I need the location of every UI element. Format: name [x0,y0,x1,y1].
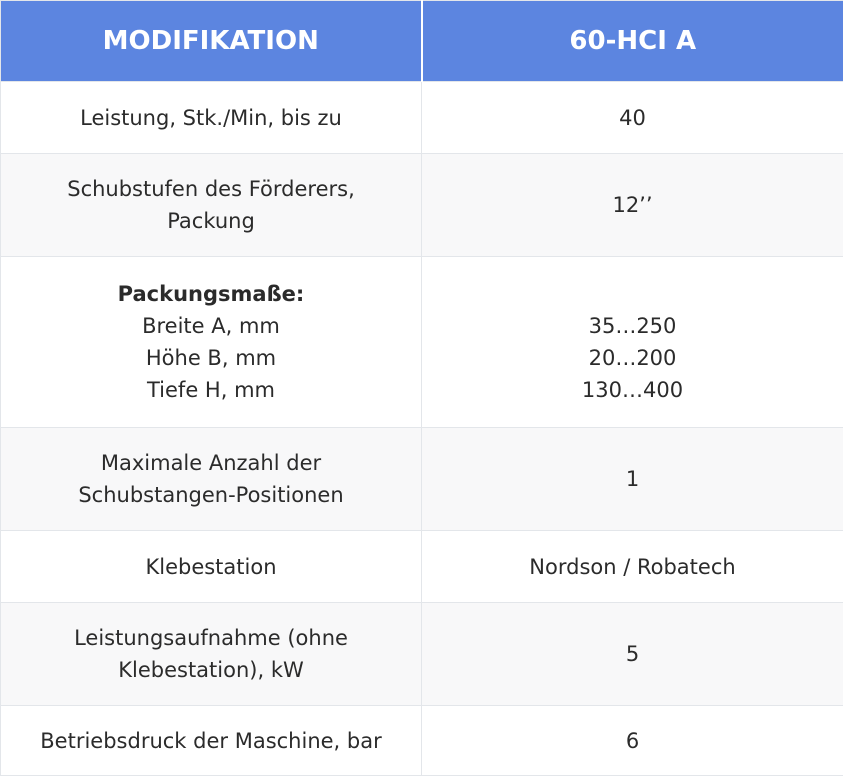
header-modification: MODIFIKATION [1,1,422,82]
row-value: 12’’ [422,154,843,257]
row-value: 35…250 20…200 130…400 [422,257,843,428]
row-label: Maximale Anzahl der Schubstangen-Positionen [1,428,422,531]
row-value: 6 [422,706,843,776]
packaging-dimensions-title: Packungsmaße: [117,282,305,306]
header-model: 60-HCI A [422,1,843,82]
table-row [1,257,843,428]
row-label: Schubstufen des Förderers, Packung [1,154,422,257]
row-value: 40 [422,82,843,154]
row-label: Klebestation [1,531,422,603]
table-row [1,82,843,154]
row-value: Nordson / Robatech [422,531,843,603]
row-label: Leistungsaufnahme (ohne Klebestation), kW [1,603,422,706]
table-row [1,706,843,776]
table-row [1,154,843,257]
row-label: Betriebsdruck der Maschine, bar [1,706,422,776]
table-header-row [1,1,843,82]
row-label: Packungsmaße: Breite A, mm Höhe B, mm Tiefe H, mm [1,257,422,428]
row-value: 1 [422,428,843,531]
table-row [1,531,843,603]
table-row [1,428,843,531]
row-value: 5 [422,603,843,706]
table-row [1,603,843,706]
row-label: Leistung, Stk./Min, bis zu [1,82,422,154]
